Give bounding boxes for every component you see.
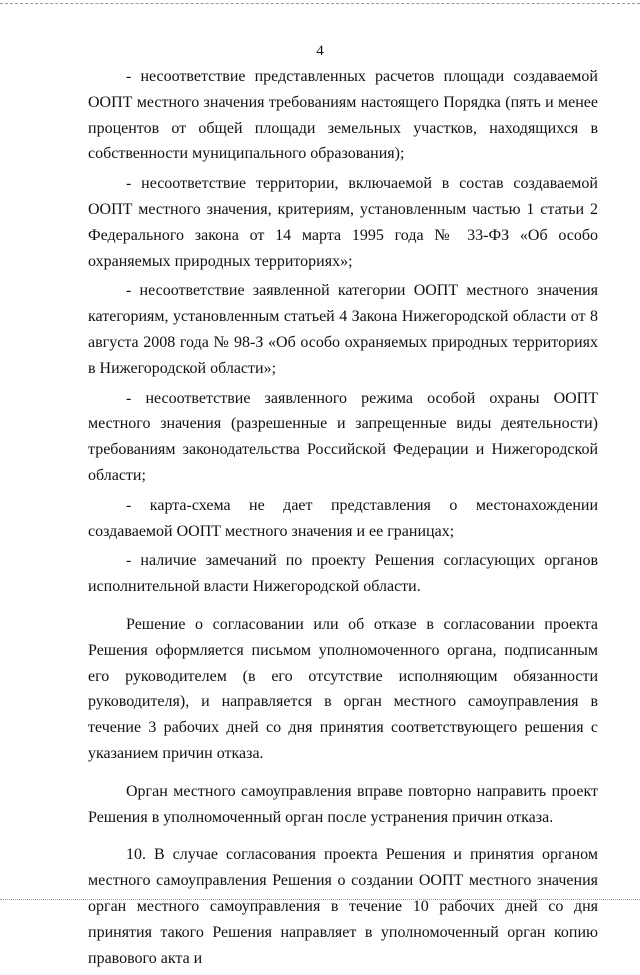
- page-number: 4: [316, 43, 324, 59]
- paragraph-protection-regime: - несоответствие заявленного режима особой охраны ООПТ местного значения (разрешенные и запрещенные виды деятельности) требованиям законодательства Российской Федерации и Нижегородской области;: [88, 389, 598, 484]
- paragraph-section-10: 10. В случае согласования проекта Решения и принятия органом местного самоуправления Решения о создании ООПТ местного значения орган местного самоуправления в течение 10 рабочих дней со дня принятия такого Решения направляет в уполномоченный орган копию правового акта и: [88, 846, 598, 967]
- paragraph-category-mismatch: - несоответствие заявленной категории ООПТ местного значения категориям, установленным статьей 4 Закона Нижегородской области от 8 августа 2008 года № 98-З «Об особо охраняемых природных территориях в Нижегородской области»;: [88, 282, 598, 377]
- paragraph-territory-criteria: - несоответствие территории, включаемой в состав создаваемой ООПТ местного значения, критериям, установленным частью 1 статьи 2 Федерального закона от 14 марта 1995 года № 33-ФЗ «Об особо охраняемых природных территориях»;: [88, 175, 598, 270]
- document-body: [88, 64, 598, 975]
- paragraph-resubmission: Орган местного самоуправления вправе повторно направить проект Решения в уполномоченный орган после устранения причин отказа.: [88, 782, 598, 826]
- paragraph-area-mismatch: - несоответствие представленных расчетов площади создаваемой ООПТ местного значения требованиям настоящего Порядка (пять и менее процентов от общей площади земельных участков, находящихся в собственности муниципального образования);: [88, 68, 598, 163]
- scan-edge-top: [0, 3, 640, 4]
- paragraph-map-scheme: - карта-схема не дает представления о местонахождении создаваемой ООПТ местного значения и ее границах;: [88, 496, 598, 540]
- paragraph-decision: Решение о согласовании или об отказе в согласовании проекта Решения оформляется письмом уполномоченного органа, подписанным его руководителем (в его отсутствие исполняющим обязанности руководителя), и направляется в орган местного самоуправления в течение 3 рабочих дней со дня принятия соответствующего решения с указанием причин отказа.: [88, 615, 598, 762]
- paragraph-remarks: - наличие замечаний по проекту Решения согласующих органов исполнительной власти Нижегородской области.: [88, 552, 598, 596]
- scan-edge-bottom: [0, 899, 640, 900]
